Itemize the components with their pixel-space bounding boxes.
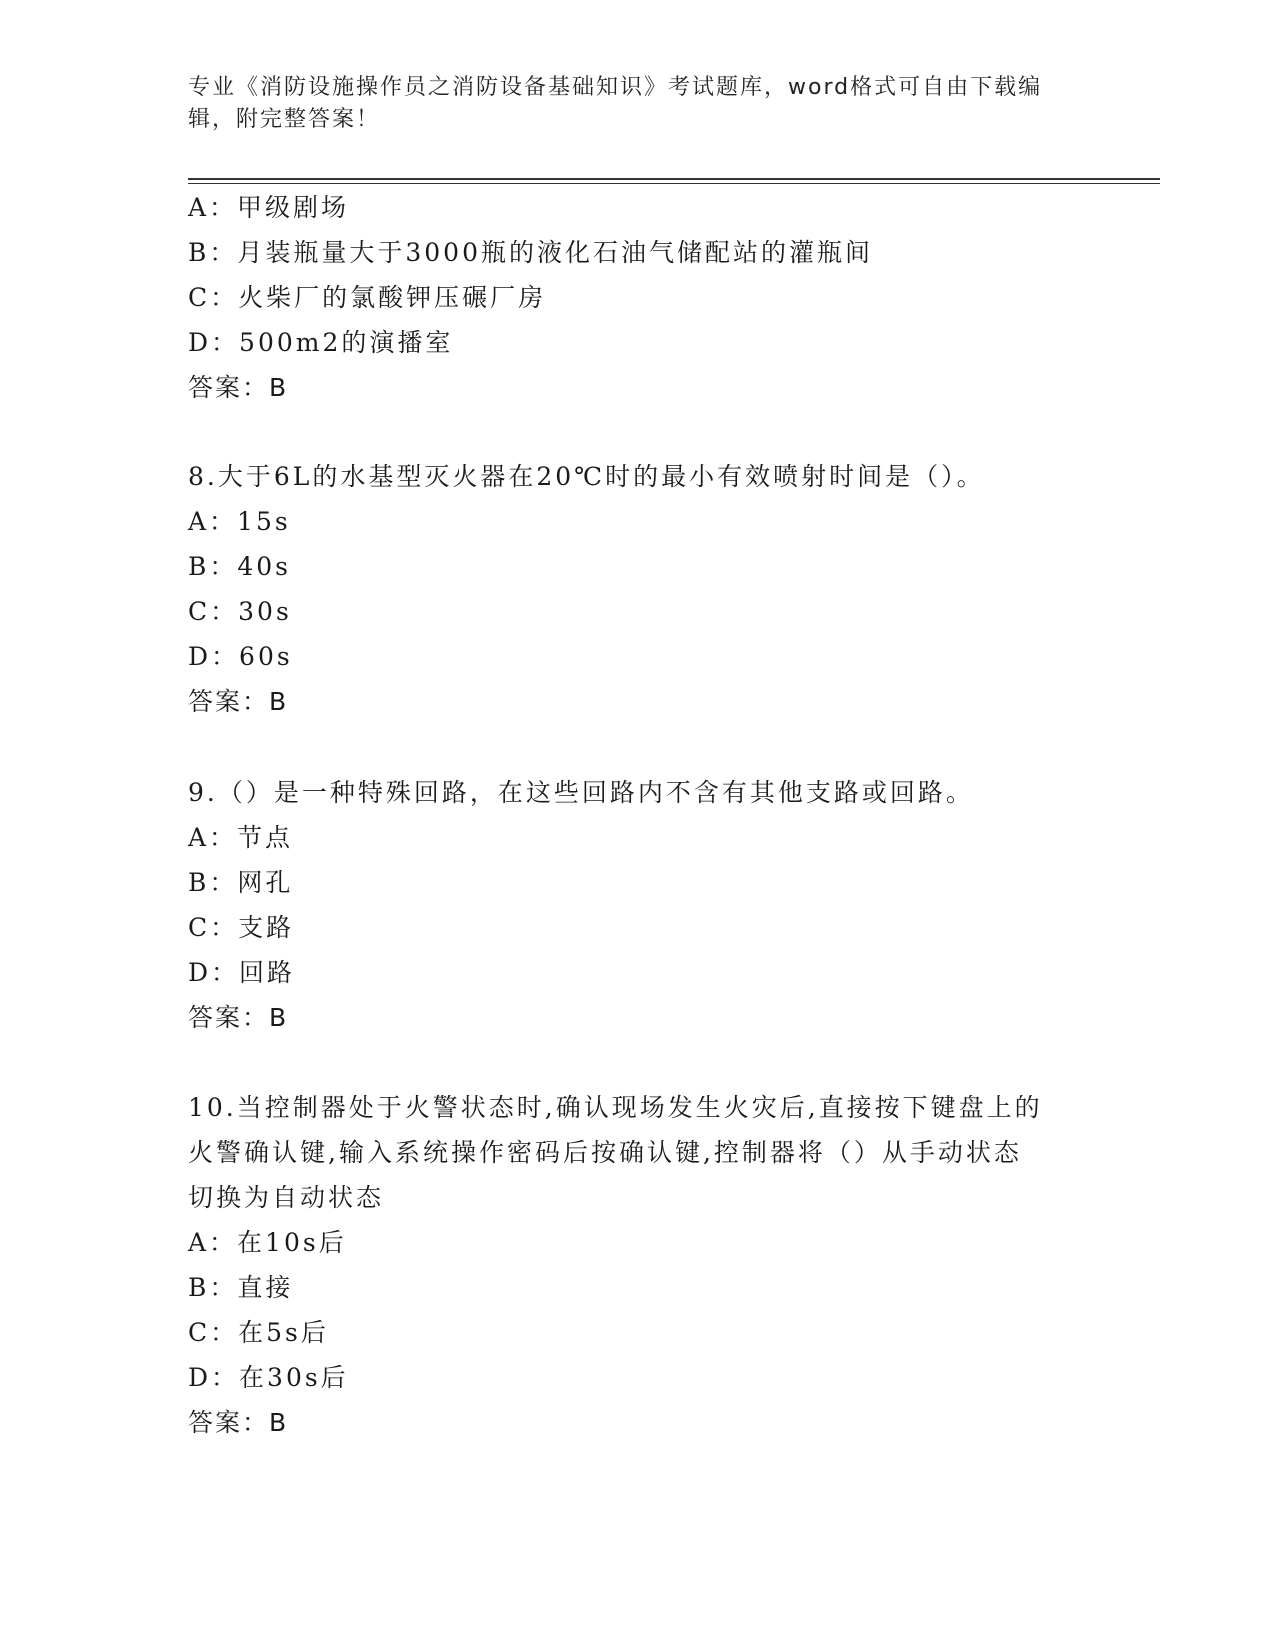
q10-question-line-3: 切换为自动状态 <box>188 1183 385 1212</box>
q10-option-b: B：直接 <box>188 1273 294 1302</box>
header-divider-thick <box>188 178 1160 180</box>
q9-option-c: C：支路 <box>188 913 295 942</box>
header-line-2: 辑，附完整答案！ <box>188 107 381 132</box>
q9-question: 9.（）是一种特殊回路，在这些回路内不含有其他支路或回路。 <box>188 778 974 807</box>
q7-option-d: D：500m2的演播室 <box>188 328 454 357</box>
q10-question-line-2: 火警确认键,输入系统操作密码后按确认键,控制器将（）从手动状态 <box>188 1138 1022 1167</box>
q8-option-c: C：30s <box>188 597 292 626</box>
q9-option-b: B：网孔 <box>188 868 294 897</box>
q8-option-d: D：60s <box>188 642 293 671</box>
q8-answer: 答案：B <box>188 687 289 716</box>
q10-question-line-1: 10.当控制器处于火警状态时,确认现场发生火灾后,直接按下键盘上的 <box>188 1093 1043 1122</box>
q7-answer: 答案：B <box>188 373 289 402</box>
q7-option-a: A：甲级剧场 <box>188 193 350 222</box>
q7-option-c: C：火柴厂的氯酸钾压碾厂房 <box>188 283 547 312</box>
q7-option-b: B：月装瓶量大于3000瓶的液化石油气储配站的灌瓶间 <box>188 238 873 267</box>
header-divider-thin <box>188 183 1160 184</box>
q10-option-a: A：在10s后 <box>188 1228 347 1257</box>
document-header <box>188 72 1088 136</box>
q8-option-a: A：15s <box>188 507 291 536</box>
q10-answer: 答案：B <box>188 1408 289 1437</box>
q8-option-b: B：40s <box>188 552 292 581</box>
q9-answer: 答案：B <box>188 1003 289 1032</box>
q8-question: 8.大于6L的水基型灭火器在20℃时的最小有效喷射时间是（）。 <box>188 462 985 491</box>
q10-option-d: D：在30s后 <box>188 1363 349 1392</box>
q9-option-d: D：回路 <box>188 958 296 987</box>
header-line-1: 专业《消防设施操作员之消防设备基础知识》考试题库，word格式可自由下载编 <box>188 75 1043 100</box>
q9-option-a: A：节点 <box>188 823 294 852</box>
q10-option-c: C：在5s后 <box>188 1318 329 1347</box>
